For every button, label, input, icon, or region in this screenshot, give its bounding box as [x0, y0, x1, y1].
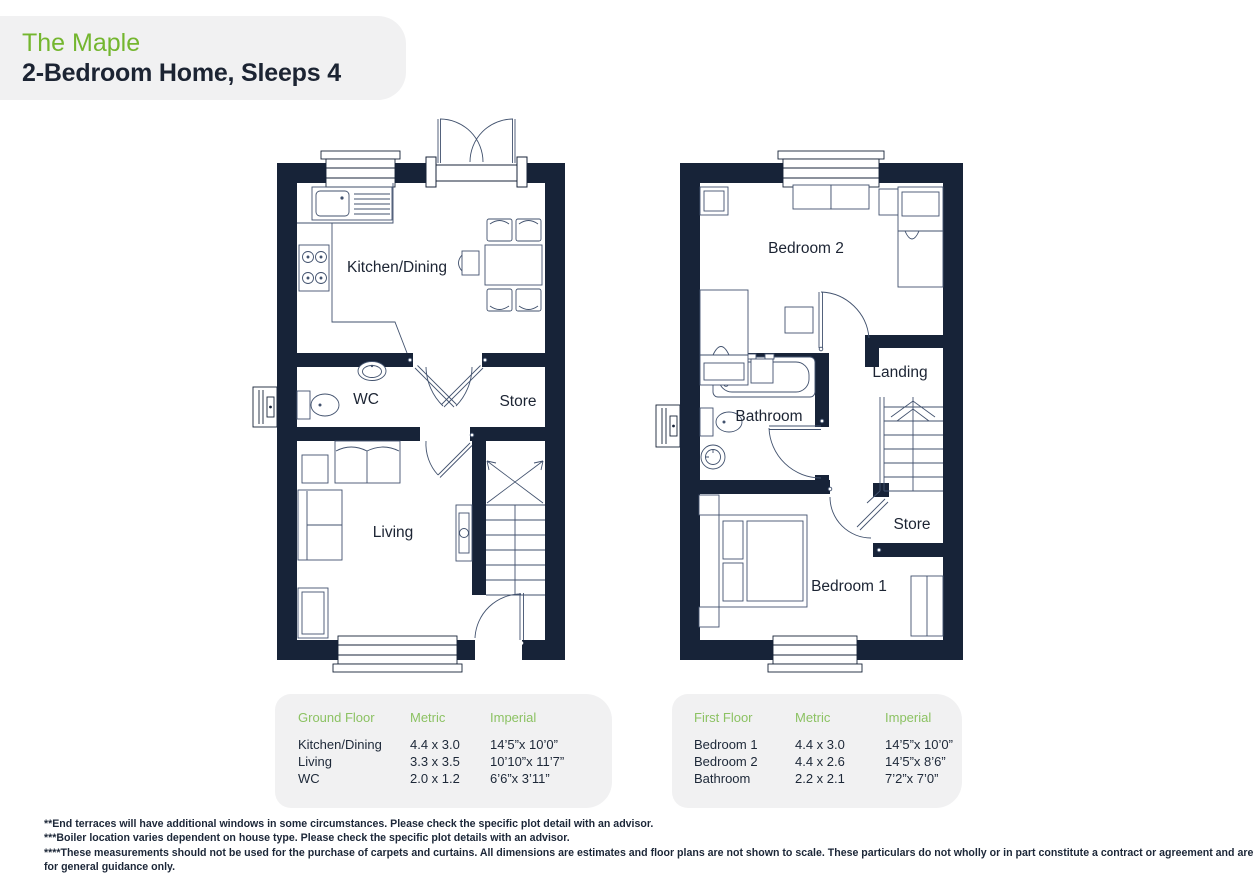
- room-label-store-first: Store: [893, 516, 931, 533]
- living-window-symbol: [333, 636, 462, 672]
- column-header-floor: First Floor: [694, 710, 753, 725]
- table-row-metric: 3.3 x 3.5: [410, 754, 460, 769]
- bedroom1-window-symbol: [768, 636, 862, 672]
- room-label-store-ground: Store: [499, 393, 537, 410]
- table-row-imperial: 14’5”x 8’6”: [885, 754, 946, 769]
- front-door-symbol: [475, 593, 524, 662]
- bathroom-door-symbol: [769, 419, 824, 478]
- room-label-bedroom2: Bedroom 2: [768, 240, 844, 257]
- table-row-imperial: 14’5”x 10’0”: [490, 737, 558, 752]
- header-band: [0, 16, 406, 100]
- column-header-metric: Metric: [410, 710, 446, 725]
- footnote-line: ***Boiler location varies dependent on house type. Please check the specific plot details with an advisor.: [44, 832, 570, 845]
- ground-floor-dimensions-table: [275, 694, 612, 808]
- table-row-imperial: 7’2”x 7’0”: [885, 771, 939, 786]
- room-label-bathroom: Bathroom: [735, 408, 803, 425]
- kitchen-window-symbol: [321, 151, 400, 187]
- living-door-symbol: [426, 433, 474, 477]
- cabinet-symbol: [298, 588, 328, 638]
- table-row-metric: 2.0 x 1.2: [410, 771, 460, 786]
- table-row-imperial: 10’10”x 11’7”: [490, 754, 565, 769]
- french-doors-symbol: [426, 119, 527, 187]
- table-row-room: Bathroom: [694, 771, 751, 786]
- room-label-bedroom1: Bedroom 1: [811, 578, 887, 595]
- boiler-symbol: [253, 387, 277, 427]
- footnote-line: **End terraces will have additional windows in some circumstances. Please check the specific plot detail with an advisor.: [44, 818, 654, 830]
- ground-floor-plan: [250, 105, 580, 685]
- bedroom2-window-symbol: [778, 151, 884, 187]
- column-header-imperial: Imperial: [885, 710, 932, 725]
- table-row-metric: 4.4 x 3.0: [795, 737, 845, 752]
- column-header-metric: Metric: [795, 710, 831, 725]
- hob-symbol: [299, 245, 329, 291]
- room-label-kitchen-dining: Kitchen/Dining: [347, 259, 447, 276]
- column-header-imperial: Imperial: [490, 710, 537, 725]
- stairs-symbol: [486, 461, 545, 595]
- table-row-room: Living: [298, 754, 332, 769]
- table-row-room: Bedroom 2: [694, 754, 758, 769]
- wc-basin-symbol: [358, 362, 386, 381]
- plot-description: 2-Bedroom Home, Sleeps 4: [22, 58, 341, 87]
- table-row-room: Bedroom 1: [694, 737, 758, 752]
- first-floor-plan: [655, 105, 985, 685]
- table-row-metric: 4.4 x 2.6: [795, 754, 845, 769]
- tv-unit-symbol: [456, 505, 472, 561]
- table-row-room: Kitchen/Dining: [298, 737, 382, 752]
- plot-name: The Maple: [22, 28, 141, 57]
- side-table-symbol: [302, 455, 328, 483]
- first-floor-dimensions-table: [672, 694, 962, 808]
- wc-toilet-symbol: [297, 391, 339, 419]
- room-label-landing: Landing: [872, 364, 928, 381]
- dining-table-symbol: [459, 219, 543, 311]
- table-row-metric: 4.4 x 3.0: [410, 737, 460, 752]
- sofa-symbol: [335, 441, 400, 483]
- table-row-room: WC: [298, 771, 320, 786]
- hall-doors-symbol: [408, 358, 487, 407]
- boiler-symbol: [656, 405, 680, 447]
- sofa2-symbol: [298, 490, 342, 560]
- disclaimer-footnotes: [44, 817, 1260, 874]
- table-row-metric: 2.2 x 2.1: [795, 771, 845, 786]
- room-label-wc: WC: [353, 391, 379, 408]
- table-row-imperial: 6’6”x 3’11”: [490, 771, 550, 786]
- bedroom2-door-symbol: [819, 292, 869, 351]
- column-header-floor: Ground Floor: [298, 710, 375, 725]
- table-row-imperial: 14’5”x 10’0”: [885, 737, 953, 752]
- basin-symbol: [701, 445, 725, 469]
- room-label-living: Living: [372, 524, 414, 541]
- footnote-line: ****These measurements should not be used for the purchase of carpets and curtains. All dimensions are estimates and floor plans are not shown to scale. These particulars do not wholly or in part constitute a contract or agreement and are for general guidance only.: [44, 846, 1254, 873]
